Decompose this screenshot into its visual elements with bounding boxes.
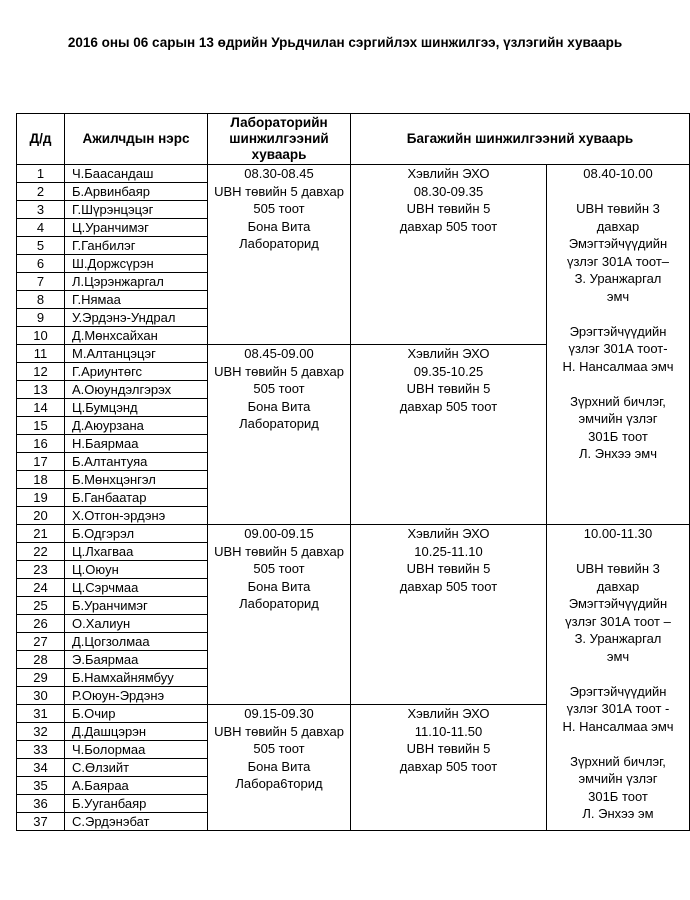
row-number: 4 xyxy=(17,219,65,237)
employee-name: М.Алтанцэцэг xyxy=(65,345,208,363)
table-row xyxy=(17,165,690,183)
schedule-body xyxy=(17,165,690,831)
echo-schedule-cell: Хэвлийн ЭХО 11.10-11.50 UBH төвийн 5 давхар 505 тоот xyxy=(351,705,547,831)
employee-name: Б.Намхайнямбуу xyxy=(65,669,208,687)
employee-name: Н.Баярмаа xyxy=(65,435,208,453)
employee-name: Э.Баярмаа xyxy=(65,651,208,669)
lab-schedule-cell: 08.45-09.00 UBH төвийн 5 давхар 505 тоот Бона Вита Лабораторид xyxy=(208,345,351,525)
row-number: 13 xyxy=(17,381,65,399)
echo-schedule-cell: Хэвлийн ЭХО 08.30-09.35 UBH төвийн 5 давхар 505 тоот xyxy=(351,165,547,345)
employee-name: Б.Алтантуяа xyxy=(65,453,208,471)
row-number: 11 xyxy=(17,345,65,363)
header-employee-name: Ажилчдын нэрс xyxy=(65,114,208,165)
employee-name: Д.Цогзолмаа xyxy=(65,633,208,651)
row-number: 32 xyxy=(17,723,65,741)
table-row xyxy=(17,525,690,543)
employee-name: Ц.Оюун xyxy=(65,561,208,579)
employee-name: Б.Ууганбаяр xyxy=(65,795,208,813)
employee-name: С.Эрдэнэбат xyxy=(65,813,208,831)
row-number: 21 xyxy=(17,525,65,543)
exam-schedule-cell: 08.40-10.00 UBH төвийн 3 давхар Эмэгтэйчүүдийн үзлэг 301А тоот– З. Уранжаргал эмч Эрэгтэйчүүдийн үзлэг 301А тоот- Н. Нансалмаа эмч Зүрхний бичлэг, эмчийн үзлэг 301Б тоот Л. Энхээ эмч xyxy=(547,165,690,525)
header-number: Д/д xyxy=(17,114,65,165)
row-number: 16 xyxy=(17,435,65,453)
employee-name: О.Халиун xyxy=(65,615,208,633)
employee-name: Б.Очир xyxy=(65,705,208,723)
document-title: 2016 оны 06 сарын 13 өдрийн Урьдчилан сэргийлэх шинжилгээ, үзлэгийн хуваарь xyxy=(67,35,623,50)
row-number: 33 xyxy=(17,741,65,759)
employee-name: Б.Мөнхцэнгэл xyxy=(65,471,208,489)
employee-name: Б.Одгэрэл xyxy=(65,525,208,543)
row-number: 35 xyxy=(17,777,65,795)
row-number: 28 xyxy=(17,651,65,669)
row-number: 27 xyxy=(17,633,65,651)
row-number: 14 xyxy=(17,399,65,417)
employee-name: А.Баяраа xyxy=(65,777,208,795)
employee-name: Г.Нямаа xyxy=(65,291,208,309)
employee-name: Ч.Болормаа xyxy=(65,741,208,759)
row-number: 26 xyxy=(17,615,65,633)
echo-schedule-cell: Хэвлийн ЭХО 09.35-10.25 UBH төвийн 5 давхар 505 тоот xyxy=(351,345,547,525)
employee-name: Ц.Бумцэнд xyxy=(65,399,208,417)
employee-name: У.Эрдэнэ-Ундрал xyxy=(65,309,208,327)
employee-name: Ц.Лхагваа xyxy=(65,543,208,561)
employee-name: Г.Шүрэнцэцэг xyxy=(65,201,208,219)
employee-name: Г.Ариунтөгс xyxy=(65,363,208,381)
row-number: 1 xyxy=(17,165,65,183)
row-number: 30 xyxy=(17,687,65,705)
lab-schedule-cell: 08.30-08.45 UBH төвийн 5 давхар 505 тоот Бона Вита Лабораторид xyxy=(208,165,351,345)
row-number: 9 xyxy=(17,309,65,327)
employee-name: Б.Арвинбаяр xyxy=(65,183,208,201)
row-number: 37 xyxy=(17,813,65,831)
employee-name: А.Оюундэлгэрэх xyxy=(65,381,208,399)
row-number: 3 xyxy=(17,201,65,219)
employee-name: Б.Ганбаатар xyxy=(65,489,208,507)
employee-name: Б.Уранчимэг xyxy=(65,597,208,615)
employee-name: С.Өлзийт xyxy=(65,759,208,777)
row-number: 34 xyxy=(17,759,65,777)
employee-name: Ц.Сэрчмаа xyxy=(65,579,208,597)
lab-schedule-cell: 09.15-09.30 UBH төвийн 5 давхар 505 тоот Бона Вита Лабора6торид xyxy=(208,705,351,831)
header-row xyxy=(17,114,690,165)
header-lab-schedule: Лабораторийн шинжилгээний хуваарь xyxy=(208,114,351,165)
row-number: 17 xyxy=(17,453,65,471)
exam-schedule-cell: 10.00-11.30 UBH төвийн 3 давхар Эмэгтэйчүүдийн үзлэг 301А тоот – З. Уранжаргал эмч Эрэгтэйчүүдийн үзлэг 301А тоот - Н. Нансалмаа эмч Зүрхний бичлэг, эмчийн үзлэг 301Б тоот Л. Энхээ эм xyxy=(547,525,690,831)
employee-name: Ч.Баасандаш xyxy=(65,165,208,183)
row-number: 12 xyxy=(17,363,65,381)
row-number: 22 xyxy=(17,543,65,561)
row-number: 29 xyxy=(17,669,65,687)
row-number: 5 xyxy=(17,237,65,255)
row-number: 7 xyxy=(17,273,65,291)
row-number: 18 xyxy=(17,471,65,489)
row-number: 2 xyxy=(17,183,65,201)
lab-schedule-cell: 09.00-09.15 UBH төвийн 5 давхар 505 тоот Бона Вита Лабораторид xyxy=(208,525,351,705)
employee-name: Д.Аюурзана xyxy=(65,417,208,435)
row-number: 23 xyxy=(17,561,65,579)
employee-name: Х.Отгон-эрдэнэ xyxy=(65,507,208,525)
row-number: 8 xyxy=(17,291,65,309)
employee-name: Л.Цэрэнжаргал xyxy=(65,273,208,291)
header-instrument-schedule: Багажийн шинжилгээний хуваарь xyxy=(351,114,690,165)
employee-name: Г.Ганбилэг xyxy=(65,237,208,255)
row-number: 20 xyxy=(17,507,65,525)
row-number: 36 xyxy=(17,795,65,813)
row-number: 25 xyxy=(17,597,65,615)
row-number: 24 xyxy=(17,579,65,597)
employee-name: Ц.Уранчимэг xyxy=(65,219,208,237)
row-number: 19 xyxy=(17,489,65,507)
row-number: 31 xyxy=(17,705,65,723)
schedule-table xyxy=(16,113,690,831)
echo-schedule-cell: Хэвлийн ЭХО 10.25-11.10 UBH төвийн 5 давхар 505 тоот xyxy=(351,525,547,705)
employee-name: Д.Мөнхсайхан xyxy=(65,327,208,345)
employee-name: Д.Дашцэрэн xyxy=(65,723,208,741)
row-number: 15 xyxy=(17,417,65,435)
row-number: 6 xyxy=(17,255,65,273)
employee-name: Р.Оюун-Эрдэнэ xyxy=(65,687,208,705)
employee-name: Ш.Доржсүрэн xyxy=(65,255,208,273)
row-number: 10 xyxy=(17,327,65,345)
